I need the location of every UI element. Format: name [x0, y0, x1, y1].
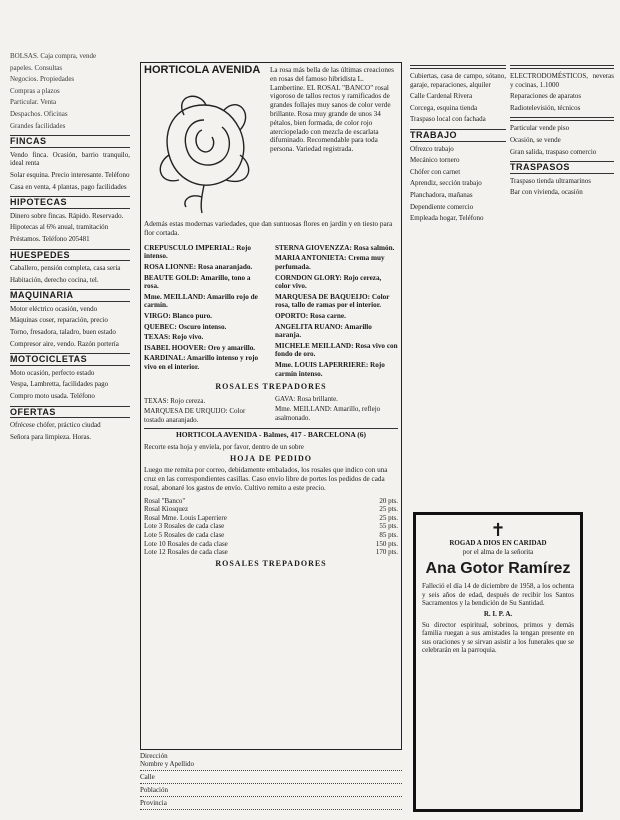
right-classifieds-column-1	[410, 60, 506, 226]
rose-variety: MARQUESA DE BAQUEIJO: Color rosa, tallo de ramas por el interior.	[275, 292, 390, 310]
classified-ad: Radiotelevisión, técnicos	[510, 103, 581, 112]
section-heading: OFERTAS	[10, 406, 130, 419]
form-field: Calle	[140, 773, 402, 784]
classified-ad: Máquinas coser, reparación, precio	[10, 316, 108, 325]
rose-variety: BEAUTE GOLD: Amarillo, tono a rosa.	[144, 273, 251, 291]
classified-ad: Préstamos. Teléfono 205481	[10, 234, 90, 243]
rose-variety: QUEBEC: Oscuro intenso.	[144, 322, 227, 331]
classified-ad: Solar esquina. Precio interesante. Teléfono	[10, 170, 130, 179]
classified-ad: Habitación, derecho cocina, tel.	[10, 275, 99, 284]
rose-variety: MICHELE MEILLAND: Rosa vivo con fondo de oro.	[275, 341, 398, 359]
section-divider	[510, 65, 614, 69]
left-classifieds-column	[10, 52, 130, 444]
section-heading: MOTOCICLETAS	[10, 353, 130, 366]
classified-line: Compras a plazos	[10, 86, 60, 95]
classified-ad: Hipotecas al 6% anual, tramitación	[10, 223, 109, 232]
classified-ad: Señora para limpieza. Horas.	[10, 432, 92, 441]
price-item-name: Rosal Mme. Louis Laperriere	[144, 513, 227, 522]
form-field: Nombre y Apellido	[140, 760, 402, 771]
classified-ad: ELECTRODOMÉSTICOS, neveras y cocinas, 1.1000	[510, 72, 614, 89]
varieties-list	[144, 242, 398, 380]
price-item-name: Rosal "Banco"	[144, 496, 186, 505]
classified-ad: Aprendiz, sección trabajo	[410, 179, 482, 188]
classified-ad: Chófer con carnet	[410, 167, 461, 176]
rose-variety: VIRGO: Blanco puro.	[144, 311, 212, 320]
classified-ad: Dinero sobre fincas. Rápido. Reservado.	[10, 211, 124, 220]
section-heading: FINCAS	[10, 135, 130, 148]
classified-ad: Compro moto usada. Teléfono	[10, 392, 95, 401]
death-notice	[413, 512, 583, 812]
address-form-label: Dirección	[140, 752, 168, 760]
section-heading: HUESPEDES	[10, 249, 130, 262]
classified-ad: Corcega, esquina tienda	[410, 103, 478, 112]
rose-variety: TEXAS: Rojo vivo.	[144, 333, 204, 342]
classified-ad: Gran salida, traspaso comercio	[510, 147, 597, 156]
classified-ad: Vespa, Lambretta, facilidades pago	[10, 380, 109, 389]
rose-variety: CORNDON GLORY: Rojo cereza, color vivo.	[275, 273, 382, 291]
classified-ad: Cubiertas, casa de campo, sótano, garaje, reparaciones, alquiler	[410, 72, 506, 89]
price-row	[144, 505, 398, 514]
price-item-name: Lote 5 Rosales de cada clase	[144, 531, 225, 540]
classified-ad: Ocasión, se vende	[510, 135, 561, 144]
address-form	[140, 752, 402, 807]
price-item-name: Lote 3 Rosales de cada clase	[144, 522, 225, 531]
trepadores-title: ROSALES TREPADORES	[215, 382, 327, 392]
price-row	[144, 548, 398, 557]
order-form-title: HOJA DE PEDIDO	[229, 453, 312, 463]
right-classifieds-column-2	[510, 60, 614, 200]
section-heading: TRASPASOS	[510, 161, 614, 174]
classified-ad: Calle Cardenal Rivera	[410, 92, 473, 101]
rose-variety: ANGELITA RUANO: Amarillo naranja.	[275, 322, 372, 340]
section-divider	[410, 65, 506, 69]
climbing-rose-variety: GAVA: Rosa brillante.	[275, 394, 338, 403]
price-item-value: 25 pts.	[379, 505, 398, 514]
rose-variety: ISABEL HOOVER: Oro y amarillo.	[144, 343, 256, 352]
price-row	[144, 540, 398, 549]
classified-ad: Traspaso tienda ultramarinos	[510, 176, 592, 185]
classified-line: Particular. Venta	[10, 98, 57, 107]
classified-ad: Dependiente comercio	[410, 202, 474, 211]
price-row	[144, 522, 398, 531]
price-item-value: 150 pts.	[375, 539, 398, 548]
cross-icon: ✝	[490, 520, 506, 540]
left-sections	[10, 135, 130, 441]
rose-variety: MARIA ANTONIETA: Crema muy perfumada.	[275, 254, 385, 271]
climbing-rose-variety: Mme. MEILLAND: Amarillo, reflejo asalmonado.	[275, 405, 381, 422]
rose-variety: STERNA GIOVENZZA: Rosa salmón.	[275, 243, 395, 252]
section-heading: TRABAJO	[410, 129, 506, 142]
classified-ad: Ofrécese chófer, práctico ciudad	[10, 421, 101, 430]
rose-variety: OPORTO: Rosa carne.	[275, 311, 346, 320]
death-notice-body: Falleció el día 14 de diciembre de 1958, a los ochenta y seis años de edad, después de recibir los Santos Sacramentos y la bendición de Su Santidad.	[422, 582, 574, 608]
rip-line: R. I. P. A.	[483, 609, 513, 618]
death-notice-subheading: por el alma de la señorita	[462, 547, 534, 556]
price-item-value: 170 pts.	[375, 548, 398, 557]
classified-ad: Bar con vivienda, ocasión	[510, 188, 583, 197]
death-notice-heading: ROGAD A DIOS EN CARIDAD	[449, 539, 547, 547]
price-row	[144, 497, 398, 506]
classified-ad: Caballero, pensión completa, casa seria	[10, 264, 121, 273]
classified-line: Grandes facilidades	[10, 121, 66, 130]
rose-variety: Mme. LOUIS LAPERRIERE: Rojo carmín intenso.	[275, 360, 385, 378]
classified-ad: Mecánico tornero	[410, 156, 460, 165]
nursery-address: HORTICOLA AVENIDA - Balmes, 417 - BARCELONA (6)	[144, 428, 398, 440]
section-divider	[510, 117, 614, 121]
classified-line: Despachos. Oficinas	[10, 109, 68, 118]
varieties-left	[144, 242, 267, 380]
classified-line: Negocios. Propiedades	[10, 75, 75, 84]
form-field: Provincia	[140, 799, 402, 810]
classified-ad: Compresor aire, vendo. Razón portería	[10, 339, 119, 348]
price-item-value: 55 pts.	[379, 522, 398, 531]
classified-line: papeles. Consultas	[10, 63, 63, 72]
classified-ad: Planchadora, mañanas	[410, 190, 473, 199]
climbing-rose-variety: TEXAS: Rojo cereza.	[144, 396, 206, 405]
price-item-name: Rosal Kiosquez	[144, 505, 189, 514]
price-table	[144, 497, 398, 557]
deceased-name: Ana Gotor Ramírez	[425, 560, 571, 578]
rose-variety: ROSA LIONNE: Rosa anaranjado.	[144, 262, 253, 271]
price-row	[144, 514, 398, 523]
varieties-right	[275, 242, 398, 380]
rose-variety: CREPUSCULO IMPERIAL: Rojo intenso.	[144, 243, 252, 261]
price-item-value: 85 pts.	[379, 531, 398, 540]
classified-line: BOLSAS. Caja compra, vende	[10, 52, 97, 60]
left-top-ads	[10, 52, 130, 130]
climbing-rose-variety: MARQUESA DE URQUIJO: Color tostado anaranjado.	[144, 407, 246, 424]
section-heading: HIPOTECAS	[10, 196, 130, 209]
rose-varieties-intro: Además estas modernas variedades, que dan suntuosas flores en jardín y en tiesto para flor cortada.	[144, 220, 393, 237]
classified-ad: Reparaciones de aparatos	[510, 92, 582, 101]
form-field: Población	[140, 786, 402, 797]
classified-ad: Ofrezco trabajo	[410, 144, 454, 153]
price-row	[144, 531, 398, 540]
rose-variety: KARDINAL: Amarillo intenso y rojo vivo en el interior.	[144, 354, 259, 371]
classified-ad: Empleada hogar, Teléfono	[410, 214, 484, 223]
classified-ad: Vendo finca. Ocasión, barrio tranquilo, ideal renta	[10, 150, 130, 168]
rose-advertisement	[140, 62, 402, 750]
price-item-name: Lote 10 Rosales de cada clase	[144, 539, 228, 548]
price-item-name: Lote 12 Rosales de cada clase	[144, 548, 228, 557]
rose-illustration-icon	[144, 75, 264, 215]
order-instructions: Luego me remita por correo, debidamente embalados, los rosales que indico con una cruz en las correspondientes casillas. Caso envío libre de portes los pedidos de cada rosal, abonaré los gastos de envío. Cultivo remito a este precio.	[144, 466, 388, 492]
rose-variety: Mme. MEILLAND: Amarillo rojo de carmín.	[144, 292, 258, 310]
classified-ad: Moto ocasión, perfecto estado	[10, 368, 95, 377]
death-notice-family: Su director espiritual, sobrinos, primos y demás familia ruegan a sus amistades la tengan presente en sus oraciones y se sirvan asistir a los funerales que se celebrarán en la parroquia.	[422, 620, 574, 655]
brand-title: HORTICOLA AVENIDA	[144, 64, 261, 76]
ad-header	[144, 66, 398, 217]
price-item-value: 25 pts.	[379, 513, 398, 522]
rose-description: La rosa más bella de las últimas creaciones en rosas del famoso hibridista L. Lambertine. EL ROSAL "BANCO" rosal vigoroso de tallos rectos y ramificados de grandes follajes muy sanos de color verde brillante. Rosa muy grande de unos 34 pétalos, bien formada, de color rojo aterciopelado con mezcla de escarlata difuminado. Recomendable para toda persona. Variedad registrada.	[270, 66, 394, 154]
classified-ad: Traspaso local con fachada	[410, 115, 486, 124]
climbing-roses-table-title: ROSALES TREPADORES	[215, 558, 327, 568]
section-heading: MAQUINARIA	[10, 289, 130, 302]
trepadores-list	[144, 395, 398, 426]
classified-ad: Casa en venta, 4 plantas, pago facilidades	[10, 182, 127, 191]
classified-ad: Torno, fresadora, taladro, buen estado	[10, 328, 116, 337]
classified-ad: Particular vende piso	[510, 124, 570, 133]
classified-ad: Motor eléctrico ocasión, vendo	[10, 304, 98, 313]
cutout-note: Recorte esta hoja y envíela, por favor, dentro de un sobre	[144, 443, 304, 452]
price-item-value: 20 pts.	[379, 496, 398, 505]
